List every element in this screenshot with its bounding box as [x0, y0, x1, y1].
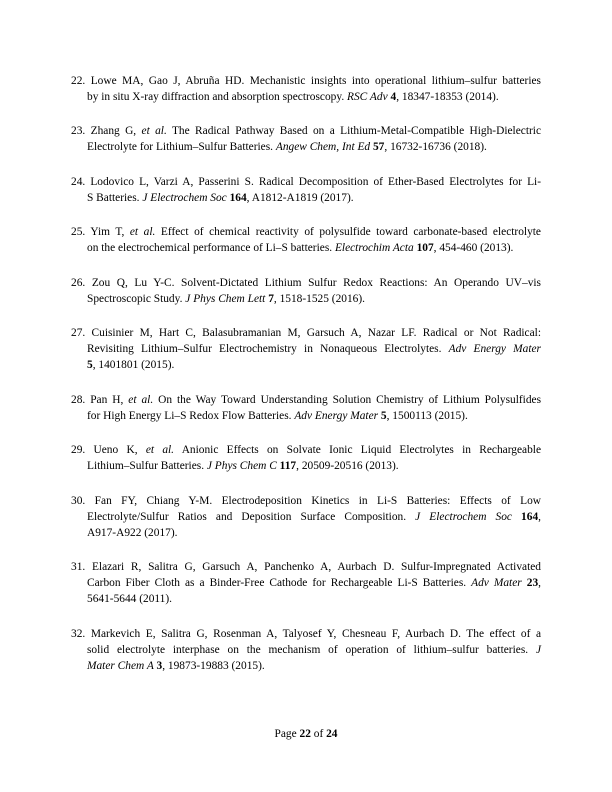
text-segment: Anionic Effects on Solvate Ionic Liquid Electrolytes in Rechargeable	[174, 444, 542, 456]
text-segment: Electrolyte for Lithium–Sulfur Batteries.	[87, 141, 276, 153]
reference-line	[71, 559, 541, 575]
reference-line	[87, 642, 541, 658]
text-segment: for High Energy Li–S Redox Flow Batteries.	[87, 409, 295, 422]
reference-line	[87, 658, 541, 674]
text-segment: 23	[526, 577, 539, 589]
text-segment: J Electrochem Soc	[142, 191, 230, 204]
reference-item	[71, 626, 541, 674]
reference-line	[71, 493, 542, 509]
text-segment: Elazari R, Salitra G, Garsuch A, Panchenko A, Aurbach D. Sulfur-Impregnated Activated	[91, 561, 541, 573]
text-segment: et al.	[129, 226, 156, 238]
footer-page-number: 22	[299, 727, 311, 740]
text-segment: Zhang G,	[90, 125, 142, 137]
reference-line	[71, 123, 541, 139]
reference-line	[71, 325, 542, 341]
text-segment: , 19873-19883 (2015).	[162, 659, 265, 672]
text-segment: Lowe MA, Gao J, Abruña HD. Mechanistic insights into operational lithium–sulfur batteries	[90, 74, 541, 87]
text-segment: Lithium–Sulfur Batteries.	[87, 460, 207, 472]
reference-item	[71, 275, 541, 307]
text-segment: , 20509-20516 (2013).	[296, 460, 399, 472]
reference-line	[71, 174, 541, 190]
reference-line	[87, 139, 541, 155]
text-segment: S Batteries.	[87, 191, 143, 204]
text-segment: , 1500113 (2015).	[386, 409, 468, 422]
reference-line	[87, 190, 541, 206]
text-segment: Effect of chemical reactivity of polysulfide toward carbonate-based electrolyte	[155, 226, 541, 238]
text-segment: ,	[538, 577, 541, 589]
text-segment: J	[535, 643, 541, 656]
text-segment: , 16732-16736 (2018).	[384, 141, 487, 153]
text-segment: ,	[538, 510, 541, 523]
reference-item	[71, 73, 541, 105]
text-segment: Cuisinier M, Hart C, Balasubramanian M, Garsuch A, Nazar LF. Radical or Not Radical:	[91, 327, 542, 339]
text-segment: , 18347-18353 (2014).	[396, 90, 499, 103]
text-segment: Zou Q, Lu Y-C. Solvent-Dictated Lithium Sulfur Redox Reactions: An Operando UV–vis	[91, 276, 541, 289]
text-segment: Revisiting Lithium–Sulfur Electrochemistry in Nonaqueous Electrolytes.	[87, 343, 449, 355]
reference-item	[71, 224, 541, 256]
reference-number: 32.	[71, 627, 91, 640]
text-segment: 3	[156, 659, 163, 672]
reference-line	[87, 357, 541, 373]
text-segment: , A1812-A1819 (2017).	[246, 191, 354, 204]
reference-item	[71, 325, 541, 373]
page-footer	[0, 726, 612, 742]
reference-item	[71, 442, 541, 474]
reference-line	[87, 525, 541, 541]
reference-number: 31.	[71, 561, 92, 573]
reference-line	[71, 73, 541, 89]
reference-item	[71, 559, 541, 607]
reference-number: 24.	[71, 175, 91, 188]
text-segment: Carbon Fiber Cloth as a Binder-Free Cathode for Rechargeable Li-S Batteries.	[87, 577, 472, 589]
text-segment: On the Way Toward Understanding Solution Chemistry of Lithium Polysulfides	[153, 393, 541, 406]
text-segment: Electrochim Acta	[334, 242, 417, 254]
text-segment: 7	[268, 292, 274, 305]
text-segment: 117	[279, 460, 297, 472]
reference-line	[87, 458, 541, 474]
reference-line	[71, 442, 542, 458]
reference-line	[71, 392, 541, 408]
reference-number: 22.	[71, 74, 91, 87]
reference-number: 29.	[71, 444, 94, 456]
text-segment: 164	[229, 191, 247, 204]
text-segment: Mater Chem A	[87, 659, 157, 672]
reference-line	[87, 341, 541, 357]
text-segment: et al.	[141, 125, 167, 137]
reference-line	[87, 509, 541, 525]
text-segment: 4	[390, 90, 397, 103]
text-segment: A917-A922 (2017).	[87, 526, 178, 539]
text-segment: Ueno K,	[93, 444, 146, 456]
reference-item	[71, 493, 541, 541]
text-segment: Fan FY, Chiang Y-M. Electrodeposition Kinetics in Li-S Batteries: Effects of Low	[94, 494, 542, 507]
reference-line	[71, 224, 541, 240]
references-list	[71, 73, 541, 693]
text-segment: Lodovico L, Varzi A, Passerini S. Radical Decomposition of Ether-Based Electrolytes for Li-	[90, 175, 541, 188]
text-segment: Adv Energy Mater	[448, 343, 541, 355]
text-segment: et al.	[128, 393, 154, 406]
text-segment: Yim T,	[90, 226, 130, 238]
reference-line	[87, 89, 541, 105]
text-segment: on the electrochemical performance of Li–S batteries.	[87, 242, 335, 254]
reference-line	[87, 575, 541, 591]
text-segment: Spectroscopic Study.	[87, 292, 186, 305]
text-segment: et al.	[145, 444, 175, 456]
text-segment: 57	[372, 141, 385, 153]
reference-number: 23.	[71, 125, 91, 137]
text-segment: 107	[416, 242, 434, 254]
reference-line	[87, 591, 541, 607]
text-segment: J Phys Chem Lett	[185, 292, 269, 305]
text-segment: by in situ X-ray diffraction and absorption spectroscopy.	[87, 90, 348, 103]
footer-total-pages: 24	[326, 727, 338, 740]
text-segment: Electrolyte/Sulfur Ratios and Deposition Surface Composition.	[87, 510, 416, 523]
reference-number: 27.	[71, 327, 92, 339]
text-segment: 164	[521, 510, 539, 523]
text-segment: , 1401801 (2015).	[92, 359, 175, 371]
text-segment: , 454-460 (2013).	[433, 242, 514, 254]
text-segment: J Electrochem Soc	[415, 510, 522, 523]
text-segment: Markevich E, Salitra G, Rosenman A, Talyosef Y, Chesneau F, Aurbach D. The effect of a	[90, 627, 542, 640]
text-segment: The Radical Pathway Based on a Lithium-Metal-Compatible High-Dielectric	[166, 125, 541, 137]
text-segment: solid electrolyte interphase on the mechanism of operation of lithium–sulfur batteries.	[87, 643, 536, 656]
reference-number: 28.	[71, 393, 91, 406]
reference-item	[71, 123, 541, 155]
text-segment: 5641-5644 (2011).	[87, 593, 172, 605]
footer-page-label: Page	[274, 727, 297, 740]
text-segment: Adv Mater	[471, 577, 527, 589]
text-segment: 5	[380, 409, 387, 422]
text-segment: Angew Chem, Int Ed	[275, 141, 373, 153]
reference-number: 25.	[71, 226, 91, 238]
reference-item	[71, 392, 541, 424]
reference-line	[87, 408, 541, 424]
text-segment: 5	[87, 359, 93, 371]
reference-number: 30.	[71, 494, 95, 507]
text-segment: RSC Adv	[347, 90, 391, 103]
reference-number: 26.	[71, 276, 92, 289]
text-segment: Adv Energy Mater	[294, 409, 381, 422]
reference-line	[71, 626, 542, 642]
text-segment: , 1518-1525 (2016).	[273, 292, 366, 305]
footer-of-label: of	[313, 727, 324, 740]
reference-line	[71, 275, 541, 291]
reference-item	[71, 174, 541, 206]
text-segment: J Phys Chem C	[206, 460, 280, 472]
reference-line	[87, 291, 541, 307]
reference-line	[87, 240, 541, 256]
text-segment: Pan H,	[90, 393, 129, 406]
